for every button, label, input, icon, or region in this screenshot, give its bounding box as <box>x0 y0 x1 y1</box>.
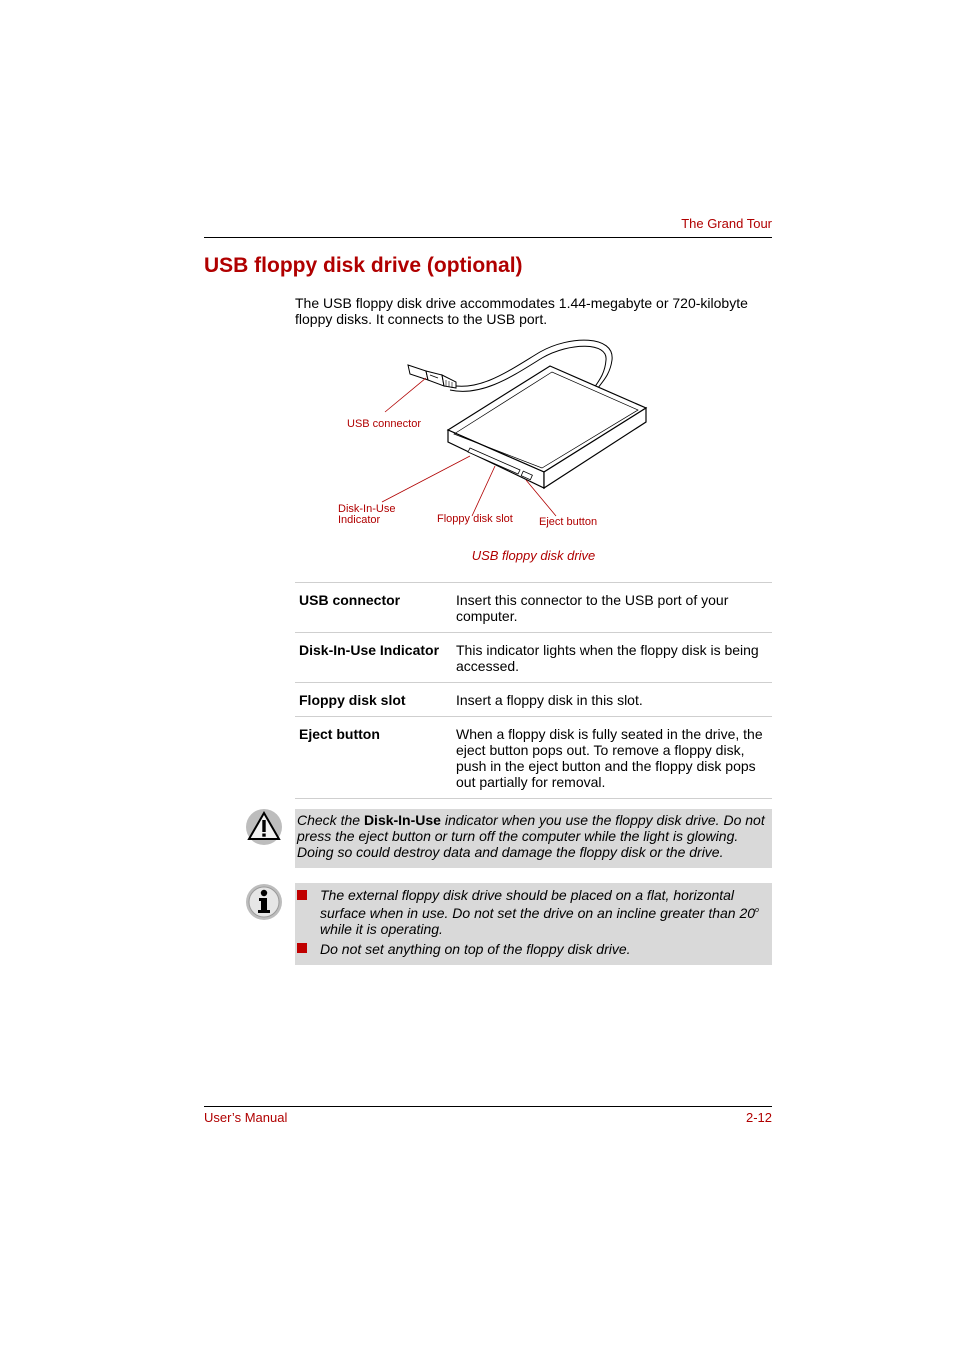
term-cell: Disk-In-Use Indicator <box>295 633 452 683</box>
description-cell: This indicator lights when the floppy disk is being accessed. <box>452 633 772 683</box>
usb-plug-drawing <box>408 365 456 388</box>
caution-emphasis: Disk-In-Use <box>363 812 441 828</box>
description-cell: Insert a floppy disk in this slot. <box>452 683 772 717</box>
bullet-marker <box>297 943 307 953</box>
description-cell: Insert this connector to the USB port of your computer. <box>452 583 772 633</box>
intro-paragraph: The USB floppy disk drive accommodates 1.44-megabyte or 720-kilobyte floppy disks. It connects to the USB port. <box>295 295 748 327</box>
caution-box <box>295 809 772 868</box>
info-icon <box>245 883 283 921</box>
figure-caption: USB floppy disk drive <box>471 548 596 563</box>
floppy-drive-figure <box>330 330 660 540</box>
note-bullet-1 <box>320 887 768 937</box>
disk-in-use-label-line1: Disk-In-Use <box>338 503 396 515</box>
usb-connector-label: USB connector <box>347 418 421 430</box>
disk-in-use-label-line2: Indicator <box>338 514 381 526</box>
warning-triangle-icon <box>245 808 283 846</box>
floppy-slot-label: Floppy disk slot <box>437 513 513 525</box>
note-bullet-1-text: The external floppy disk drive should be placed on a flat, horizontal surface when in use. Do not set the drive on an incline greater than 20 <box>320 887 756 921</box>
page-title: USB floppy disk drive (optional) <box>204 254 523 277</box>
page-number: 2-12 <box>745 1110 772 1125</box>
running-header: The Grand Tour <box>681 216 772 231</box>
note-bullet-1-text-end: while it is operating. <box>320 921 443 937</box>
table-row <box>295 583 772 633</box>
description-cell: When a floppy disk is fully seated in the drive, the eject button pops out. To remove a floppy disk, push in the eject button and the floppy disk pops out partially for removal. <box>452 717 772 799</box>
eject-button-label: Eject button <box>539 516 598 528</box>
footer-rule <box>204 1106 772 1107</box>
table-row <box>295 717 772 799</box>
term-cell: USB connector <box>295 583 452 633</box>
table-row <box>295 683 772 717</box>
table-row <box>295 633 772 683</box>
caution-text-start: Check the <box>297 812 364 828</box>
term-cell: Eject button <box>295 717 452 799</box>
header-rule <box>204 237 772 238</box>
term-cell: Floppy disk slot <box>295 683 452 717</box>
note-bullet-2: Do not set anything on top of the floppy disk drive. <box>320 941 631 957</box>
footer-manual-title: User’s Manual <box>204 1110 288 1125</box>
degree-mark: o <box>755 907 759 914</box>
component-table <box>295 582 772 799</box>
note-box <box>295 883 772 965</box>
bullet-marker <box>297 890 307 900</box>
caution-text-end: indicator when you use the floppy disk drive. Do not press the eject button or turn off the computer while the light is glowing. Doing so could destroy data and damage the floppy disk or the drive. <box>297 812 765 860</box>
